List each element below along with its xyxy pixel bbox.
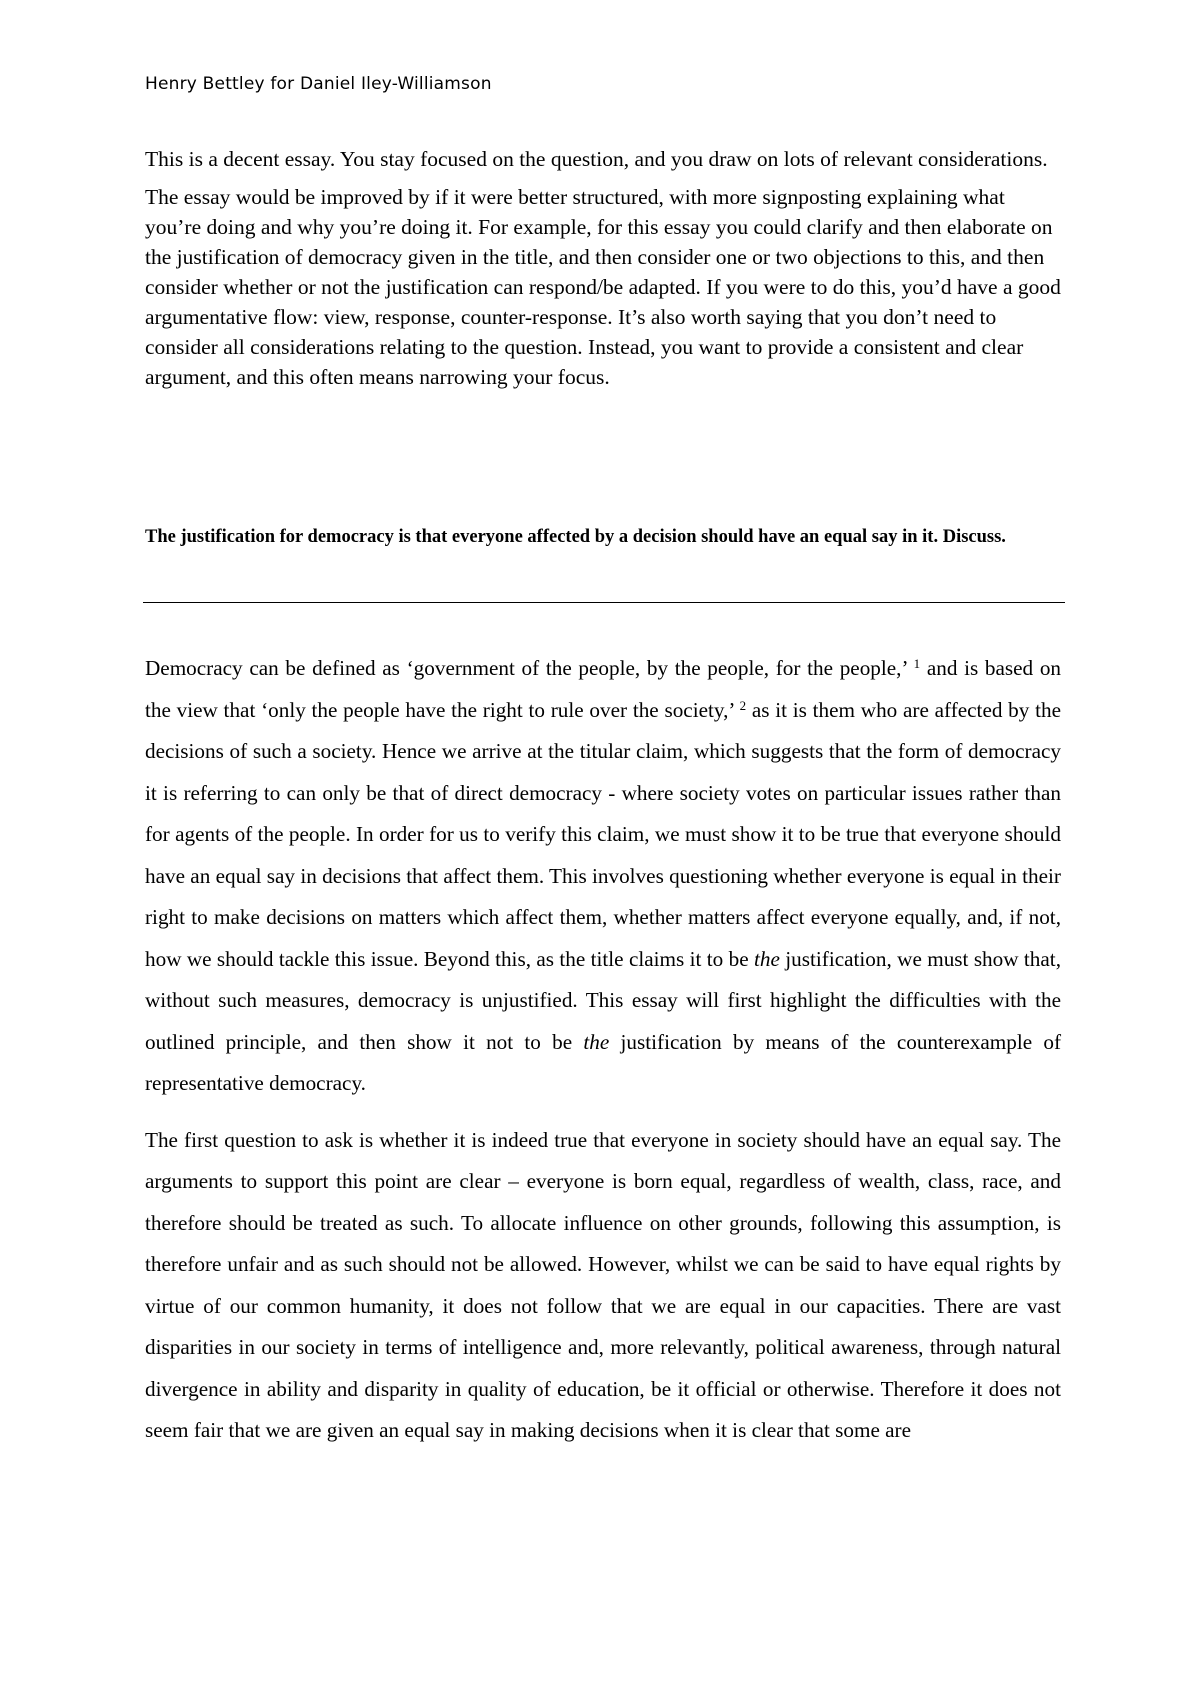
essay-paragraph [145,648,1061,1105]
feedback-paragraph: This is a decent essay. You stay focused on the question, and you draw on lots of relevant considerations. [145,147,1048,171]
tutor-feedback [145,144,1065,400]
text-run: as it is them who are affected by the decisions of such a society. Hence we arrive at the titular claim, which suggests that the form of democracy it is referring to can only be that of direct democracy - where society votes on particular issues rather than for agents of the people. In order for us to verify this claim, we must show it to be true that everyone should have an equal say in decisions that affect them. This involves questioning whether everyone is equal in their right to make decisions on matters which affect them, whether matters affect everyone equally, and, if not, how we should tackle this issue. Beyond this, as the title claims it to be [145,697,1061,971]
footnote-marker: 2 [739,697,747,713]
text-run: and is based on the view that ‘only the people have the right to rule over the society,’ [145,656,1062,722]
feedback-paragraph: The essay would be improved by if it were better structured, with more signposting explaining what you’re doing and why you’re doing it. For example, for this essay you could clarify and then elaborate on the justification of democracy given in the title, and then consider one or two objections to this, and then consider whether or not the justification can respond/be adapted. If you were to do this, you’d have a good argumentative flow: view, response, counter-response. It’s also worth saying that you don’t need to consider all considerations relating to the question. Instead, you want to provide a consistent and clear argument, and this often means narrowing your focus. [145,185,1061,389]
footnote-marker: 1 [913,656,921,671]
essay-paragraph: The first question to ask is whether it is indeed true that everyone in society should have an equal say. The arguments to support this point are clear – everyone is born equal, regardless of wealth, class, race, and therefore should be treated as such. To allocate influence on other grounds, following this assumption, is therefore unfair and as such should not be allowed. However, whilst we can be said to have equal rights by virtue of our common humanity, it does not follow that we are equal in our capacities. There are vast disparities in our society in terms of intelligence and, more relevantly, political awareness, through natural divergence in ability and disparity in quality of education, be it official or otherwise. Therefore it does not seem fair that we are given an equal say in making decisions when it is clear that some are [145,1127,1061,1442]
text-run: Democracy can be defined as ‘government of the people, by the people, for the people,’ [145,656,907,680]
divider-line [143,602,1065,603]
essay-title: The justification for democracy is that everyone affected by a decision should have an equal say in it. Discuss. [145,527,1006,547]
emphasis: the [754,946,780,971]
emphasis: the [583,1029,610,1054]
text-run: justification, we must show that, without such measures, democracy is unjustified. This essay will first highlight the difficulties with the outlined principle, and then show it not to be [145,946,1061,1054]
essay-body [145,648,1061,1467]
page-header: Henry Bettley for Daniel Iley-Williamson [145,74,492,94]
text-run: justification by means of the counterexample of representative democracy. [145,1029,1062,1095]
